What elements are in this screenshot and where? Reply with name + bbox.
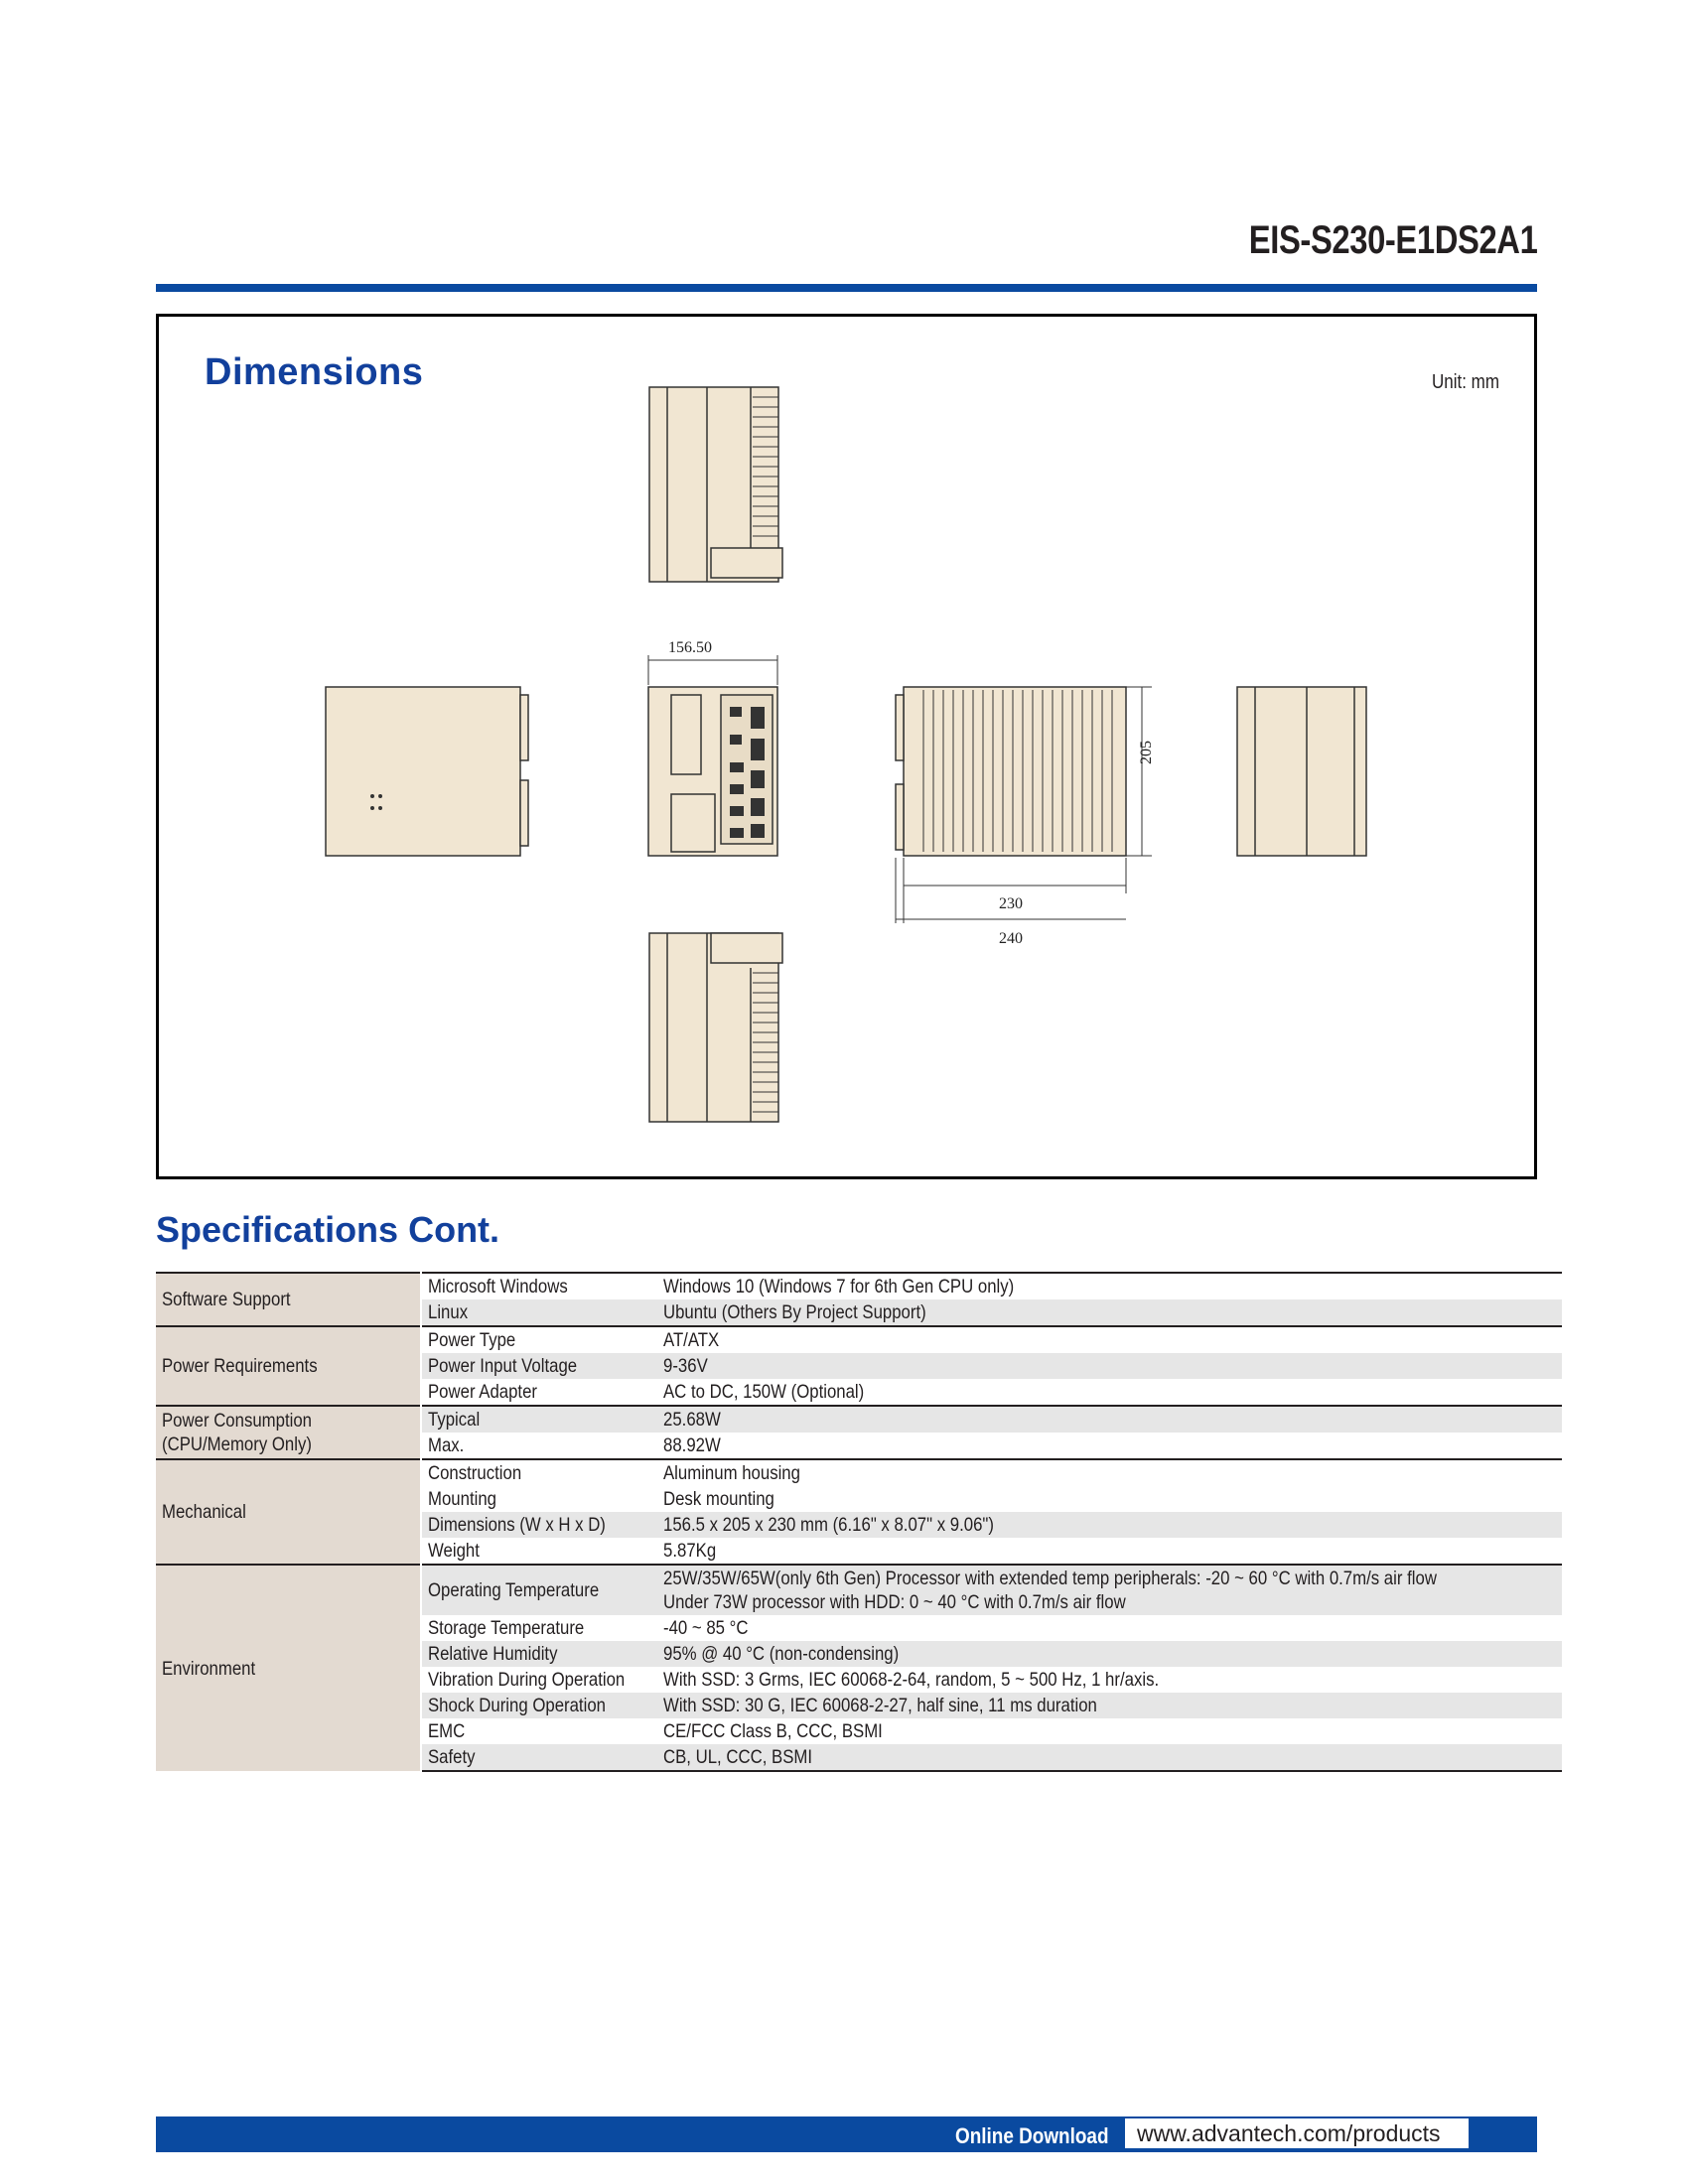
item-cell: EMC: [428, 1720, 466, 1742]
table-row: [156, 1406, 1562, 1433]
item-cell: Typical: [421, 1406, 657, 1433]
model-title: EIS-S230-E1DS2A1: [1248, 218, 1537, 262]
category-cell: Power Requirements: [156, 1326, 421, 1406]
item-cell: Operating Temperature: [421, 1565, 657, 1615]
item-cell: Safety: [421, 1744, 657, 1771]
value-cell: 9-36V: [657, 1353, 1563, 1379]
value-cell: 88.92W: [662, 1434, 721, 1456]
value-cell: Windows 10 (Windows 7 for 6th Gen CPU only): [657, 1273, 1563, 1299]
item-cell: Relative Humidity: [421, 1641, 657, 1667]
value-cell: 25W/35W/65W(only 6th Gen) Processor with extended temp peripherals: -20 ~ 60 °C with 0.7m/s air flow Under 73W processor with HDD: 0 ~ 40 °C with 0.7m/s air flow: [657, 1565, 1563, 1615]
item-cell: Power Input Voltage: [421, 1353, 657, 1379]
item-cell: Construction: [421, 1459, 657, 1486]
item-cell: Max.: [428, 1434, 465, 1456]
item-cell: Dimensions (W x H x D): [421, 1512, 657, 1538]
item-cell: Mounting: [428, 1488, 496, 1510]
table-row: [156, 1273, 1562, 1299]
value-cell: 156.5 x 205 x 230 mm (6.16" x 8.07" x 9.06"): [657, 1512, 1563, 1538]
value-cell: 95% @ 40 °C (non-condensing): [657, 1641, 1563, 1667]
item-cell: Shock During Operation: [421, 1693, 657, 1718]
table-row: [156, 1459, 1562, 1486]
specs-title: Specifications Cont.: [156, 1209, 500, 1250]
category-cell: Power Consumption (CPU/Memory Only): [156, 1406, 421, 1459]
category-cell: Software Support: [156, 1273, 421, 1326]
left-side-view-drawing: [326, 687, 528, 856]
value-cell: Aluminum housing: [657, 1459, 1563, 1486]
item-cell: Power Adapter: [428, 1381, 538, 1403]
dim-depth-inner-label: 230: [999, 895, 1023, 912]
unit-label: Unit: mm: [1432, 371, 1499, 393]
category-cell: Environment: [156, 1565, 421, 1771]
rear-view-drawing: [896, 687, 1126, 856]
value-cell: With SSD: 30 G, IEC 60068-2-27, half sine, 11 ms duration: [657, 1693, 1563, 1718]
dim-height-label: 205: [1138, 741, 1155, 764]
item-cell: Microsoft Windows: [421, 1273, 657, 1299]
online-download-label: Online Download: [955, 2123, 1109, 2148]
bottom-view-drawing: [649, 933, 782, 1122]
value-cell: With SSD: 3 Grms, IEC 60068-2-64, random, 5 ~ 500 Hz, 1 hr/axis.: [662, 1669, 1159, 1691]
value-cell: 5.87Kg: [662, 1540, 716, 1562]
spec-table: [156, 1272, 1562, 1772]
item-cell: Storage Temperature: [428, 1617, 585, 1639]
value-cell: 25.68W: [657, 1406, 1563, 1433]
item-cell: Power Type: [421, 1326, 657, 1353]
category-cell: Mechanical: [156, 1459, 421, 1565]
value-cell: Ubuntu (Others By Project Support): [657, 1299, 1563, 1326]
value-cell: Desk mounting: [662, 1488, 774, 1510]
products-link[interactable]: www.advantech.com/products: [1125, 2118, 1469, 2148]
value-cell: -40 ~ 85 °C: [662, 1617, 749, 1639]
value-cell: AC to DC, 150W (Optional): [662, 1381, 864, 1403]
right-side-view-drawing: [1237, 687, 1366, 856]
value-cell: AT/ATX: [657, 1326, 1563, 1353]
dimensions-title: Dimensions: [205, 351, 424, 393]
item-cell: Weight: [428, 1540, 480, 1562]
item-cell: Linux: [421, 1299, 657, 1326]
top-view-drawing: [649, 387, 782, 582]
value-cell: CB, UL, CCC, BSMI: [657, 1744, 1563, 1771]
value-cell: CE/FCC Class B, CCC, BSMI: [662, 1720, 883, 1742]
dim-width-label: 156.50: [668, 639, 712, 656]
table-row: [156, 1565, 1562, 1615]
dim-depth-outer-label: 240: [999, 930, 1023, 947]
item-cell: Vibration During Operation: [428, 1669, 626, 1691]
table-row: [156, 1326, 1562, 1353]
